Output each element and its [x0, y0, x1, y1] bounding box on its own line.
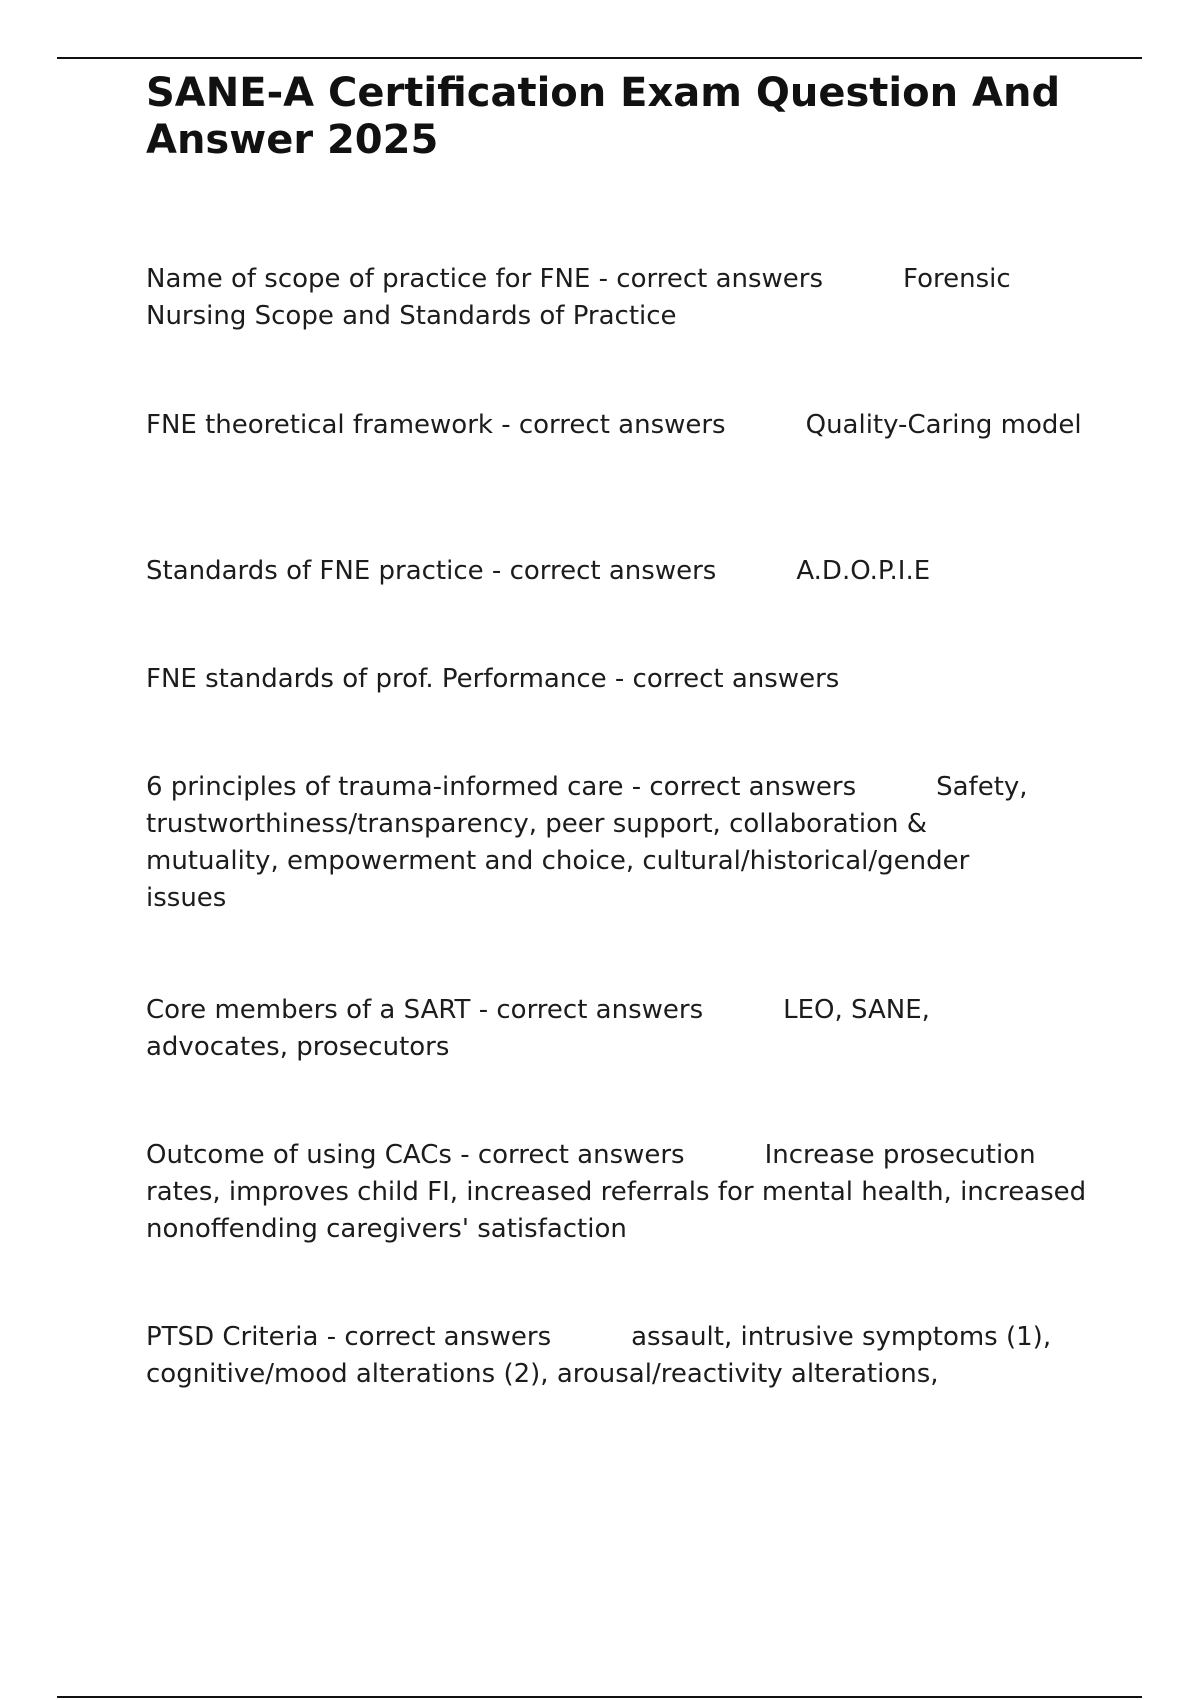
header-rule — [57, 57, 1142, 59]
answer-text: Forensic Nursing Scope and Standards of Practice — [146, 264, 1011, 331]
qa-item — [146, 661, 1096, 698]
answer-separator: - correct answers — [606, 664, 840, 694]
qa-item — [146, 553, 1096, 590]
answer-text: assault, intrusive symptoms (1), cognitive/mood alterations (2), arousal/reactivity alterations, — [146, 1322, 1052, 1389]
answer-text: Safety, trustworthiness/transparency, peer support, collaboration & mutuality, empowerment and choice, cultural/historical/gender issues — [146, 772, 1028, 913]
question-text: Standards of FNE practice — [146, 556, 484, 586]
qa-item — [146, 407, 1086, 444]
answer-separator: - correct answers — [451, 1140, 685, 1170]
qa-item — [146, 769, 1046, 917]
qa-item — [146, 992, 1046, 1066]
answer-text: Increase prosecution rates, improves child FI, increased referrals for mental health, increased nonoffending caregivers' satisfaction — [146, 1140, 1087, 1244]
qa-item — [146, 1137, 1096, 1248]
answer-separator: - correct answers — [318, 1322, 552, 1352]
answer-separator: - correct answers — [590, 264, 824, 294]
question-text: FNE standards of prof. Performance — [146, 664, 607, 694]
question-text: Name of scope of practice for FNE — [146, 264, 591, 294]
qa-item — [146, 1319, 1096, 1393]
footer-rule — [57, 1696, 1142, 1698]
document-title: SANE-A Certification Exam Question And Answer 2025 — [146, 70, 1061, 163]
question-text: Core members of a SART — [146, 995, 471, 1025]
question-text: PTSD Criteria — [146, 1322, 319, 1352]
answer-separator: - correct answers — [483, 556, 717, 586]
question-text: FNE theoretical framework — [146, 410, 493, 440]
answer-text: A.D.O.P.I.E — [796, 556, 931, 586]
answer-separator: - correct answers — [470, 995, 704, 1025]
answer-text: LEO, SANE, advocates, prosecutors — [146, 995, 930, 1062]
answer-separator: - correct answers — [623, 772, 857, 802]
qa-item — [146, 261, 1096, 335]
question-text: 6 principles of trauma-informed care — [146, 772, 624, 802]
answer-separator: - correct answers — [492, 410, 726, 440]
answer-text: Quality-Caring model — [805, 410, 1082, 440]
question-text: Outcome of using CACs — [146, 1140, 452, 1170]
